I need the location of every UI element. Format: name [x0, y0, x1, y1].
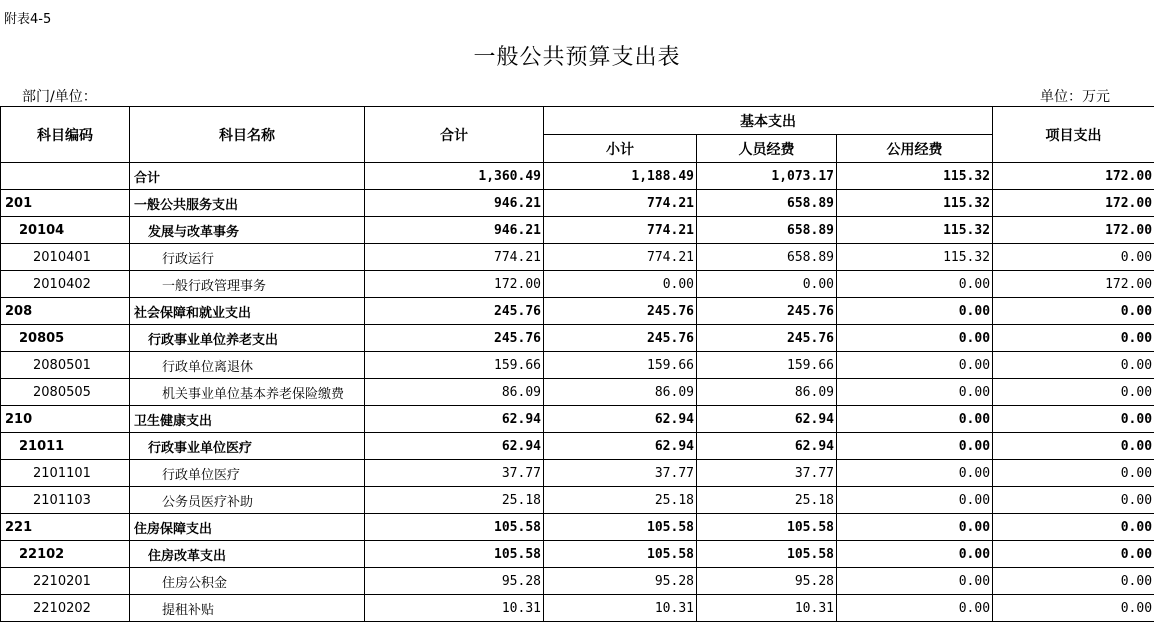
- cell-total: 946.21: [365, 190, 544, 217]
- cell-name: 公务员医疗补助: [130, 487, 365, 514]
- cell-total: 946.21: [365, 217, 544, 244]
- cell-name: 住房公积金: [130, 568, 365, 595]
- cell-code: 221: [1, 514, 130, 541]
- cell-project: 0.00: [993, 325, 1154, 352]
- cell-code: 20805: [1, 325, 130, 352]
- cell-code: 2210201: [1, 568, 130, 595]
- table-row: [1, 568, 1154, 595]
- cell-public: 0.00: [837, 352, 993, 379]
- header-basic: 基本支出: [544, 107, 993, 135]
- cell-public: 0.00: [837, 568, 993, 595]
- cell-project: 0.00: [993, 379, 1154, 406]
- cell-public: 0.00: [837, 271, 993, 298]
- cell-total: 86.09: [365, 379, 544, 406]
- cell-total: 95.28: [365, 568, 544, 595]
- cell-personnel: 658.89: [697, 217, 837, 244]
- cell-code: 2101101: [1, 460, 130, 487]
- cell-subtotal: 245.76: [544, 325, 697, 352]
- cell-personnel: 0.00: [697, 271, 837, 298]
- table-row: [1, 190, 1154, 217]
- cell-code: 2210202: [1, 595, 130, 622]
- table-body: [1, 163, 1154, 622]
- cell-name: 行政运行: [130, 244, 365, 271]
- table-row: [1, 271, 1154, 298]
- cell-project: 0.00: [993, 514, 1154, 541]
- cell-public: 0.00: [837, 460, 993, 487]
- cell-public: 115.32: [837, 163, 993, 190]
- cell-personnel: 1,073.17: [697, 163, 837, 190]
- cell-public: 0.00: [837, 406, 993, 433]
- cell-code: 2010401: [1, 244, 130, 271]
- page-title: 一般公共预算支出表: [473, 45, 681, 70]
- cell-personnel: 62.94: [697, 406, 837, 433]
- cell-public: 0.00: [837, 595, 993, 622]
- cell-public: 0.00: [837, 487, 993, 514]
- cell-project: 0.00: [993, 352, 1154, 379]
- cell-subtotal: 86.09: [544, 379, 697, 406]
- cell-public: 115.32: [837, 244, 993, 271]
- table-row: [1, 244, 1154, 271]
- unit-label: 单位：万元: [1040, 89, 1110, 105]
- cell-total: 172.00: [365, 271, 544, 298]
- cell-total: 245.76: [365, 298, 544, 325]
- cell-name: 发展与改革事务: [130, 217, 365, 244]
- header-name: 科目名称: [130, 107, 365, 163]
- cell-project: 0.00: [993, 244, 1154, 271]
- cell-total: 62.94: [365, 406, 544, 433]
- header-total: 合计: [365, 107, 544, 163]
- header-code: 科目编码: [1, 107, 130, 163]
- cell-public: 115.32: [837, 217, 993, 244]
- cell-personnel: 37.77: [697, 460, 837, 487]
- cell-name: 一般公共服务支出: [130, 190, 365, 217]
- cell-project: 0.00: [993, 487, 1154, 514]
- cell-code: 2010402: [1, 271, 130, 298]
- cell-subtotal: 0.00: [544, 271, 697, 298]
- cell-project: 0.00: [993, 298, 1154, 325]
- cell-public: 0.00: [837, 433, 993, 460]
- cell-total: 62.94: [365, 433, 544, 460]
- cell-subtotal: 62.94: [544, 433, 697, 460]
- cell-code: 21011: [1, 433, 130, 460]
- cell-subtotal: 37.77: [544, 460, 697, 487]
- cell-code: 208: [1, 298, 130, 325]
- cell-personnel: 25.18: [697, 487, 837, 514]
- cell-personnel: 62.94: [697, 433, 837, 460]
- cell-code: 201: [1, 190, 130, 217]
- cell-personnel: 245.76: [697, 325, 837, 352]
- cell-total: 774.21: [365, 244, 544, 271]
- table-row: [1, 379, 1154, 406]
- cell-project: 172.00: [993, 163, 1154, 190]
- cell-code: [1, 163, 130, 190]
- header-project: 项目支出: [993, 107, 1154, 163]
- cell-name: 提租补贴: [130, 595, 365, 622]
- cell-public: 0.00: [837, 541, 993, 568]
- cell-public: 0.00: [837, 514, 993, 541]
- cell-subtotal: 1,188.49: [544, 163, 697, 190]
- cell-subtotal: 105.58: [544, 541, 697, 568]
- table-row: [1, 460, 1154, 487]
- cell-total: 159.66: [365, 352, 544, 379]
- expenditure-table: [0, 106, 1154, 622]
- table-row: [1, 487, 1154, 514]
- table-row: [1, 325, 1154, 352]
- cell-code: 210: [1, 406, 130, 433]
- cell-subtotal: 774.21: [544, 217, 697, 244]
- cell-total: 105.58: [365, 514, 544, 541]
- cell-name: 行政事业单位医疗: [130, 433, 365, 460]
- cell-project: 0.00: [993, 595, 1154, 622]
- cell-subtotal: 245.76: [544, 298, 697, 325]
- cell-name: 住房保障支出: [130, 514, 365, 541]
- header-public: 公用经费: [837, 135, 993, 163]
- cell-name: 合计: [130, 163, 365, 190]
- table-row: [1, 298, 1154, 325]
- cell-project: 172.00: [993, 271, 1154, 298]
- cell-code: 2080505: [1, 379, 130, 406]
- table-row: [1, 163, 1154, 190]
- cell-project: 0.00: [993, 460, 1154, 487]
- cell-public: 115.32: [837, 190, 993, 217]
- cell-name: 机关事业单位基本养老保险缴费: [130, 379, 365, 406]
- cell-project: 0.00: [993, 433, 1154, 460]
- table-row: [1, 595, 1154, 622]
- table-row: [1, 217, 1154, 244]
- header-personnel: 人员经费: [697, 135, 837, 163]
- cell-personnel: 105.58: [697, 541, 837, 568]
- table-row: [1, 406, 1154, 433]
- cell-project: 0.00: [993, 541, 1154, 568]
- cell-total: 105.58: [365, 541, 544, 568]
- table-row: [1, 433, 1154, 460]
- cell-personnel: 658.89: [697, 190, 837, 217]
- cell-personnel: 10.31: [697, 595, 837, 622]
- cell-subtotal: 25.18: [544, 487, 697, 514]
- header-subtotal: 小计: [544, 135, 697, 163]
- cell-public: 0.00: [837, 325, 993, 352]
- cell-personnel: 95.28: [697, 568, 837, 595]
- cell-public: 0.00: [837, 379, 993, 406]
- cell-name: 一般行政管理事务: [130, 271, 365, 298]
- cell-total: 25.18: [365, 487, 544, 514]
- table-row: [1, 541, 1154, 568]
- cell-personnel: 658.89: [697, 244, 837, 271]
- cell-name: 卫生健康支出: [130, 406, 365, 433]
- cell-subtotal: 159.66: [544, 352, 697, 379]
- cell-name: 住房改革支出: [130, 541, 365, 568]
- cell-project: 172.00: [993, 190, 1154, 217]
- cell-name: 社会保障和就业支出: [130, 298, 365, 325]
- cell-code: 20104: [1, 217, 130, 244]
- cell-subtotal: 774.21: [544, 244, 697, 271]
- cell-personnel: 159.66: [697, 352, 837, 379]
- cell-code: 2080501: [1, 352, 130, 379]
- cell-project: 0.00: [993, 406, 1154, 433]
- cell-total: 10.31: [365, 595, 544, 622]
- table-row: [1, 352, 1154, 379]
- cell-public: 0.00: [837, 298, 993, 325]
- cell-name: 行政单位离退休: [130, 352, 365, 379]
- cell-total: 37.77: [365, 460, 544, 487]
- department-label: 部门/单位：: [22, 89, 97, 105]
- cell-name: 行政单位医疗: [130, 460, 365, 487]
- cell-total: 1,360.49: [365, 163, 544, 190]
- cell-name: 行政事业单位养老支出: [130, 325, 365, 352]
- cell-subtotal: 10.31: [544, 595, 697, 622]
- table-note: 附表4-5: [4, 12, 52, 27]
- cell-code: 22102: [1, 541, 130, 568]
- cell-project: 0.00: [993, 568, 1154, 595]
- cell-subtotal: 774.21: [544, 190, 697, 217]
- cell-personnel: 86.09: [697, 379, 837, 406]
- cell-code: 2101103: [1, 487, 130, 514]
- cell-subtotal: 105.58: [544, 514, 697, 541]
- cell-project: 172.00: [993, 217, 1154, 244]
- cell-personnel: 245.76: [697, 298, 837, 325]
- table-row: [1, 514, 1154, 541]
- cell-subtotal: 62.94: [544, 406, 697, 433]
- cell-total: 245.76: [365, 325, 544, 352]
- cell-personnel: 105.58: [697, 514, 837, 541]
- cell-subtotal: 95.28: [544, 568, 697, 595]
